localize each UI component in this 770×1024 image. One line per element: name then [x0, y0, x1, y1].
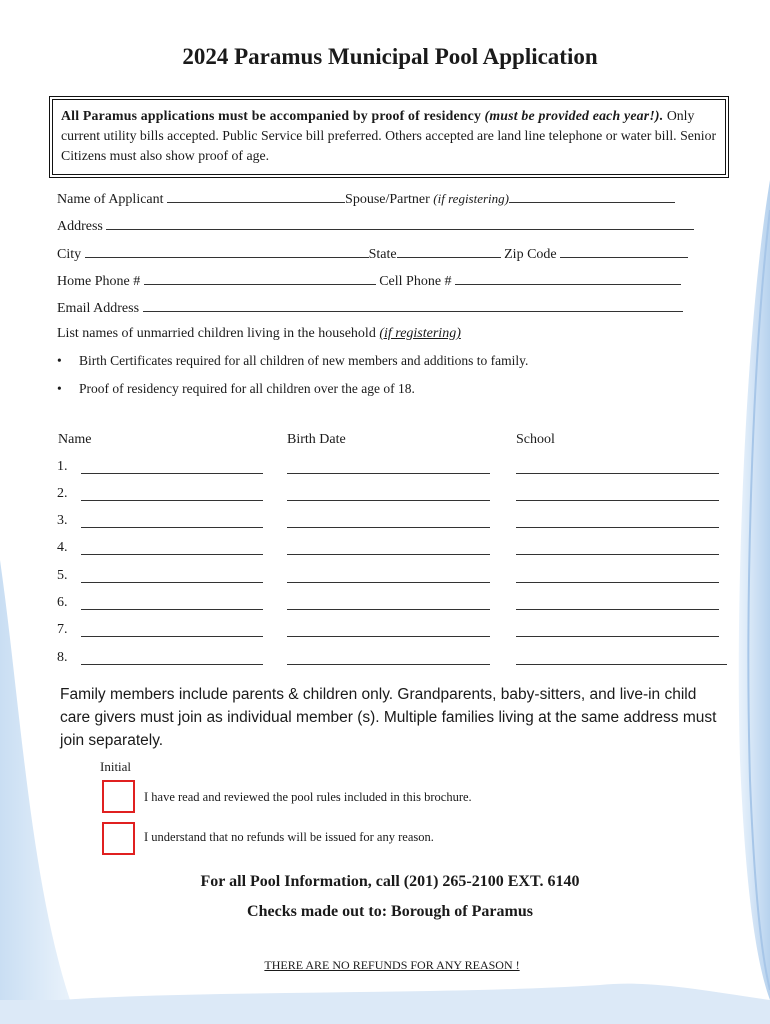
child-birthdate-field[interactable]: [287, 527, 490, 528]
no-refunds-acknowledgement: I understand that no refunds will be issued for any reason.: [144, 830, 434, 844]
child-school-field[interactable]: [516, 636, 719, 637]
child-school-field[interactable]: [516, 609, 719, 610]
child-school-field[interactable]: [516, 527, 719, 528]
phone-row: [57, 271, 681, 290]
child-row: [57, 513, 737, 533]
child-name-field[interactable]: [81, 582, 263, 583]
checks-payable-line: Checks made out to: Borough of Paramus: [247, 903, 533, 920]
row-number: 3.: [57, 513, 68, 528]
row-number: 4.: [57, 540, 68, 555]
initial-checkbox-no-refunds[interactable]: [102, 822, 135, 855]
pool-info-phone: For all Pool Information, call (201) 265-2100 EXT. 6140: [200, 873, 580, 890]
state-label: State: [368, 247, 397, 262]
row-number: 2.: [57, 486, 68, 501]
spouse-field[interactable]: [509, 189, 675, 203]
zip-field[interactable]: [560, 244, 688, 258]
initial-checkbox-pool-rules[interactable]: [102, 780, 135, 813]
spouse-note: (if registering): [433, 191, 509, 206]
zip-label: Zip Code: [504, 247, 557, 262]
home-phone-field[interactable]: [144, 271, 376, 285]
column-header-school: School: [516, 432, 555, 447]
notice-body-text: Only current utility bills accepted. Public Service bill preferred. Others accepted are land line telephone or water bill. Senior Citizens must also show proof of age.: [61, 108, 717, 163]
email-field[interactable]: [143, 298, 683, 312]
children-intro: [57, 326, 461, 342]
child-birthdate-field[interactable]: [287, 582, 490, 583]
child-birthdate-field[interactable]: [287, 500, 490, 501]
state-field[interactable]: [397, 244, 501, 258]
column-header-birth-date: Birth Date: [287, 432, 346, 447]
child-row: [57, 459, 737, 479]
email-label: Email Address: [57, 301, 140, 316]
address-field[interactable]: [106, 216, 694, 230]
notice-bold-text: All Paramus applications must be accompanied by proof of residency: [61, 108, 482, 123]
child-name-field[interactable]: [81, 527, 263, 528]
child-school-field[interactable]: [516, 554, 719, 555]
page-title: 2024 Paramus Municipal Pool Application: [182, 44, 598, 69]
child-birthdate-field[interactable]: [287, 473, 490, 474]
name-field[interactable]: [167, 189, 345, 203]
child-birthdate-field[interactable]: [287, 664, 490, 665]
cell-phone-label: Cell Phone #: [379, 274, 452, 289]
city-row: [57, 244, 688, 263]
cell-phone-field[interactable]: [455, 271, 681, 285]
applicant-row: [57, 189, 675, 208]
pool-rules-acknowledgement: I have read and reviewed the pool rules included in this brochure.: [144, 790, 472, 804]
bullet-item-proof-of-residency: • Proof of residency required for all children over the age of 18.: [57, 381, 415, 396]
address-row: [57, 216, 694, 235]
row-number: 1.: [57, 459, 68, 474]
child-row: [57, 486, 737, 506]
children-intro-text: List names of unmarried children living in the household: [57, 326, 376, 341]
home-phone-label: Home Phone #: [57, 274, 141, 289]
child-row: [57, 622, 737, 642]
child-birthdate-field[interactable]: [287, 554, 490, 555]
row-number: 8.: [57, 650, 68, 665]
bullet-item-birth-certificates: • Birth Certificates required for all children of new members and additions to family.: [57, 353, 529, 368]
family-members-note: Family members include parents & children only. Grandparents, baby-sitters, and live-in child care givers must join as individual member (s). Multiple families living at the same address must join separately.: [60, 686, 717, 749]
name-label: Name of Applicant: [57, 192, 164, 207]
child-row: [57, 595, 737, 615]
initial-label: Initial: [100, 759, 132, 774]
child-name-field[interactable]: [81, 500, 263, 501]
spouse-label: Spouse/Partner: [345, 192, 430, 207]
column-header-name: Name: [58, 432, 92, 447]
child-school-field[interactable]: [516, 500, 719, 501]
bullet-icon: •: [57, 381, 62, 396]
city-field[interactable]: [85, 244, 369, 258]
row-number: 5.: [57, 568, 68, 583]
notice-italic-text: (must be provided each year!).: [484, 108, 664, 123]
address-label: Address: [57, 219, 103, 234]
child-name-field[interactable]: [81, 473, 263, 474]
child-name-field[interactable]: [81, 636, 263, 637]
child-row: [57, 540, 737, 560]
child-name-field[interactable]: [81, 554, 263, 555]
child-name-field[interactable]: [81, 664, 263, 665]
city-label: City: [57, 247, 82, 262]
children-intro-note: (if registering): [379, 326, 461, 341]
child-school-field[interactable]: [516, 664, 727, 665]
child-school-field[interactable]: [516, 473, 719, 474]
residency-notice-box: [49, 96, 729, 178]
child-row: [57, 650, 737, 670]
child-name-field[interactable]: [81, 609, 263, 610]
child-birthdate-field[interactable]: [287, 636, 490, 637]
row-number: 6.: [57, 595, 68, 610]
child-row: [57, 568, 737, 588]
child-school-field[interactable]: [516, 582, 719, 583]
child-birthdate-field[interactable]: [287, 609, 490, 610]
bullet-icon: •: [57, 353, 62, 368]
refund-notice: THERE ARE NO REFUNDS FOR ANY REASON !: [264, 958, 520, 972]
email-row: [57, 298, 683, 317]
row-number: 7.: [57, 622, 68, 637]
